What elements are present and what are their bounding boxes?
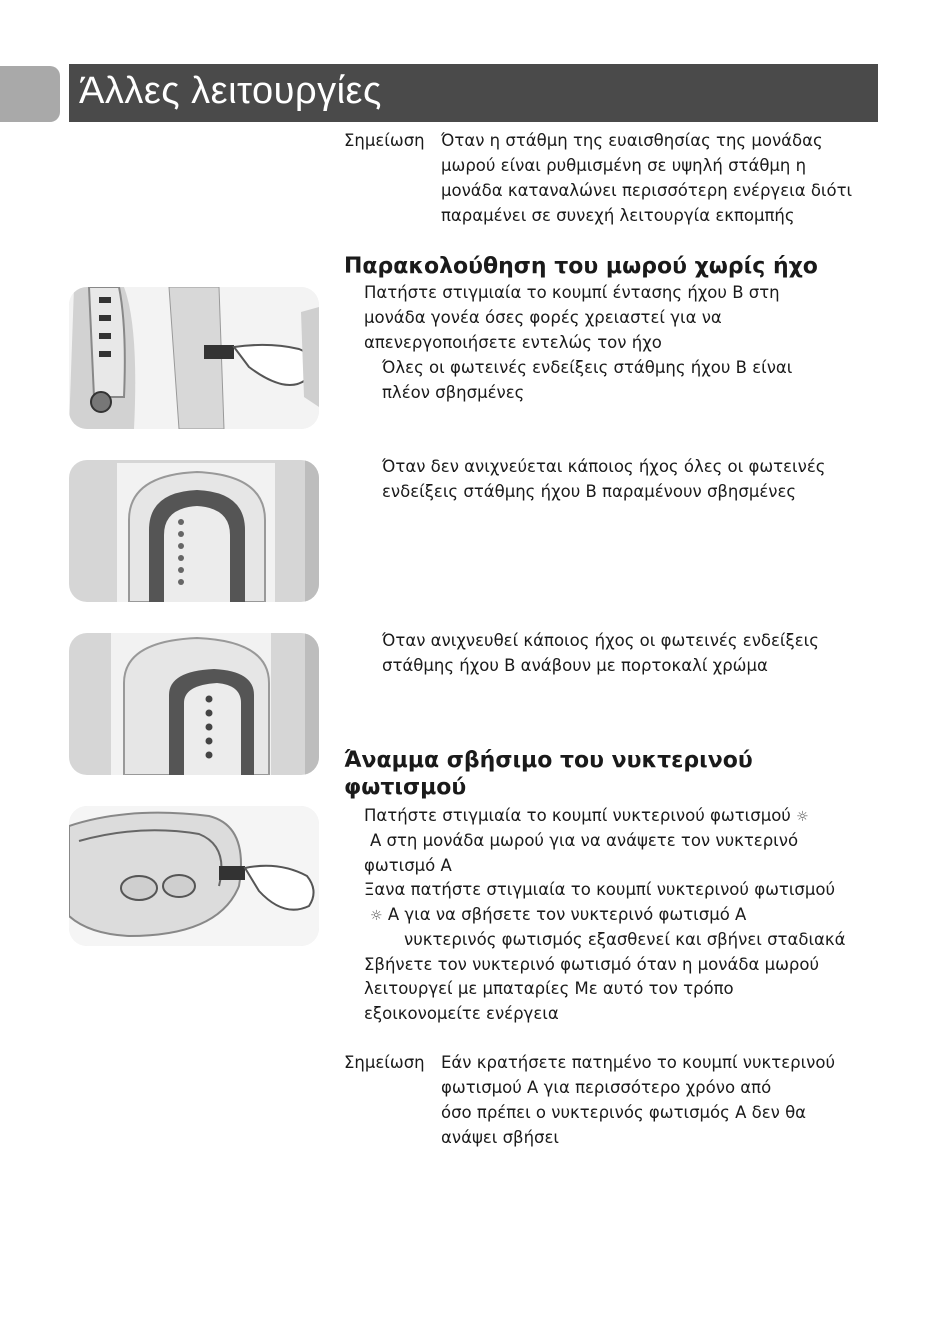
section-heading: Παρακολούθηση του μωρού χωρίς ήχο: [344, 254, 818, 279]
chapter-tab: [0, 66, 60, 122]
page-header: [69, 64, 878, 122]
baby-unit-illustration: [69, 633, 319, 775]
baby-unit-illustration: [69, 460, 319, 602]
page-title: Άλλες λειτουργίες: [79, 70, 382, 112]
paragraph-line: απενεργοποιήσετε εντελώς τον ήχο: [364, 333, 662, 352]
note-line: Όταν η στάθμη της ευαισθησίας της μονάδας: [441, 131, 823, 150]
paragraph-line: Όταν δεν ανιχνεύεται κάποιος ήχος όλες οι φωτεινές: [382, 457, 826, 476]
paragraph-line: ☼ A για να σβήσετε τον νυκτερινό φωτισμό A: [370, 903, 746, 929]
paragraph-line: πλέον σβησμένες: [382, 383, 525, 402]
note-line: φωτισμού A για περισσότερο χρόνο από: [441, 1078, 772, 1097]
paragraph-line: Πατήστε στιγμιαία το κουμπί νυκτερινού φωτισμού ☼: [364, 804, 809, 830]
note-line: όσο πρέπει ο νυκτερινός φωτισμός A δεν θα: [441, 1103, 807, 1122]
section-heading: Άναμμα σβήσιμο του νυκτερινού: [344, 748, 753, 773]
paragraph-line: Ξανα πατήστε στιγμιαία το κουμπί νυκτερινού φωτισμού: [364, 880, 836, 899]
paragraph-line: φωτισμό A: [364, 856, 452, 875]
note-line: παραμένει σε συνεχή λειτουργία εκπομπής: [441, 206, 795, 225]
note-line: Εάν κρατήσετε πατημένο το κουμπί νυκτερινού: [441, 1053, 836, 1072]
paragraph-line: νυκτερινός φωτισμός εξασθενεί και σβήνει σταδιακά: [404, 930, 846, 949]
paragraph-line: εξοικονομείτε ενέργεια: [364, 1004, 559, 1023]
note-line: μονάδα καταναλώνει περισσότερη ενέργεια διότι: [441, 181, 853, 200]
note-line: ανάψει σβήσει: [441, 1128, 560, 1147]
sun-icon: ☼: [796, 809, 809, 825]
paragraph-line: μονάδα γονέα όσες φορές χρειαστεί για να: [364, 308, 722, 327]
paragraph-line: ενδείξεις στάθμης ήχου B παραμένουν σβησμένες: [382, 482, 797, 501]
night-light-button-illustration: [69, 806, 319, 946]
parent-unit-volume-illustration: [69, 287, 319, 429]
paragraph-line: Όταν ανιχνευθεί κάποιος ήχος οι φωτεινές ενδείξεις: [382, 631, 819, 650]
sun-icon: ☼: [370, 908, 383, 924]
paragraph-line: A στη μονάδα μωρού για να ανάψετε τον νυκτερινό: [370, 831, 799, 850]
section-heading: φωτισμού: [344, 775, 467, 800]
paragraph-line: λειτουργεί με μπαταρίες Με αυτό τον τρόπο: [364, 979, 734, 998]
paragraph-line: Όλες οι φωτεινές ενδείξεις στάθμης ήχου B είναι: [382, 358, 793, 377]
note-label: Σημείωση: [344, 131, 425, 150]
paragraph-line: στάθμης ήχου B ανάβουν με πορτοκαλί χρώμα: [382, 656, 768, 675]
paragraph-line: Σβήνετε τον νυκτερινό φωτισμό όταν η μονάδα μωρού: [364, 955, 820, 974]
paragraph-line: Πατήστε στιγμιαία το κουμπί έντασης ήχου B στη: [364, 283, 780, 302]
note-label: Σημείωση: [344, 1053, 425, 1072]
note-line: μωρού είναι ρυθμισμένη σε υψηλή στάθμη η: [441, 156, 807, 175]
